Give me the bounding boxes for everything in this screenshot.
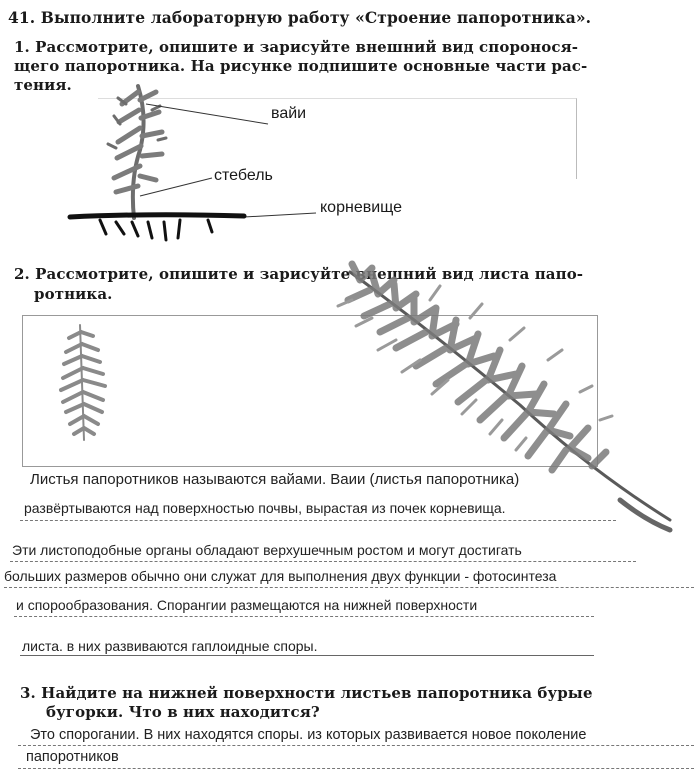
- task2-line2: ротника.: [34, 285, 113, 303]
- answer-rule: [20, 655, 594, 656]
- task2-answer-line1: Листья папоротников называются вайами. Ваии (листья папоротника): [30, 471, 520, 488]
- task2-answer-line3: Эти листоподобные органы обладают верхушечным ростом и могут достигать: [12, 542, 522, 558]
- task2-answer-line6: листа. в них развиваются гаплоидные споры.: [22, 638, 318, 654]
- task2-answer-line5: и спорообразования. Спорангии размещаются на нижней поверхности: [16, 597, 478, 613]
- answer-rule: [20, 520, 616, 521]
- task2-answer-line2: развёртываются над поверхностью почвы, вырастая из почек корневища.: [24, 500, 506, 516]
- task3-answer-line1: Это спорогании. В них находятся споры. из которых развивается новое поколение: [30, 727, 587, 743]
- task3-line1: 3. Найдите на нижней поверхности листьев папоротника бурые: [20, 684, 593, 702]
- task3-answer-line2: папоротников: [26, 749, 119, 765]
- label-stem: стебель: [214, 167, 273, 184]
- label-rhizome: корневище: [320, 199, 403, 216]
- task2-line1: 2. Рассмотрите, опишите и зарисуйте внешний вид листа папо-: [14, 265, 584, 283]
- exercise-title: 41. Выполните лабораторную работу «Строение папоротника».: [8, 8, 592, 27]
- task1-line1: 1. Рассмотрите, опишите и зарисуйте внешний вид споронося-: [14, 38, 579, 56]
- task3-line2: бугорки. Что в них находится?: [46, 703, 320, 721]
- answer-rule: [18, 768, 694, 769]
- label-fronds: вайи: [271, 105, 307, 122]
- answer-rule: [14, 616, 594, 617]
- answer-rule: [10, 561, 636, 562]
- answer-rule: [18, 745, 694, 746]
- answer-rule: [4, 587, 694, 588]
- task1-line2: щего папоротника. На рисунке подпишите основные части рас-: [14, 57, 588, 75]
- task2-answer-line4: больших размеров обычно они служат для выполнения двух функции - фотосинтеза: [4, 568, 557, 584]
- task1-line3: тения.: [14, 76, 72, 94]
